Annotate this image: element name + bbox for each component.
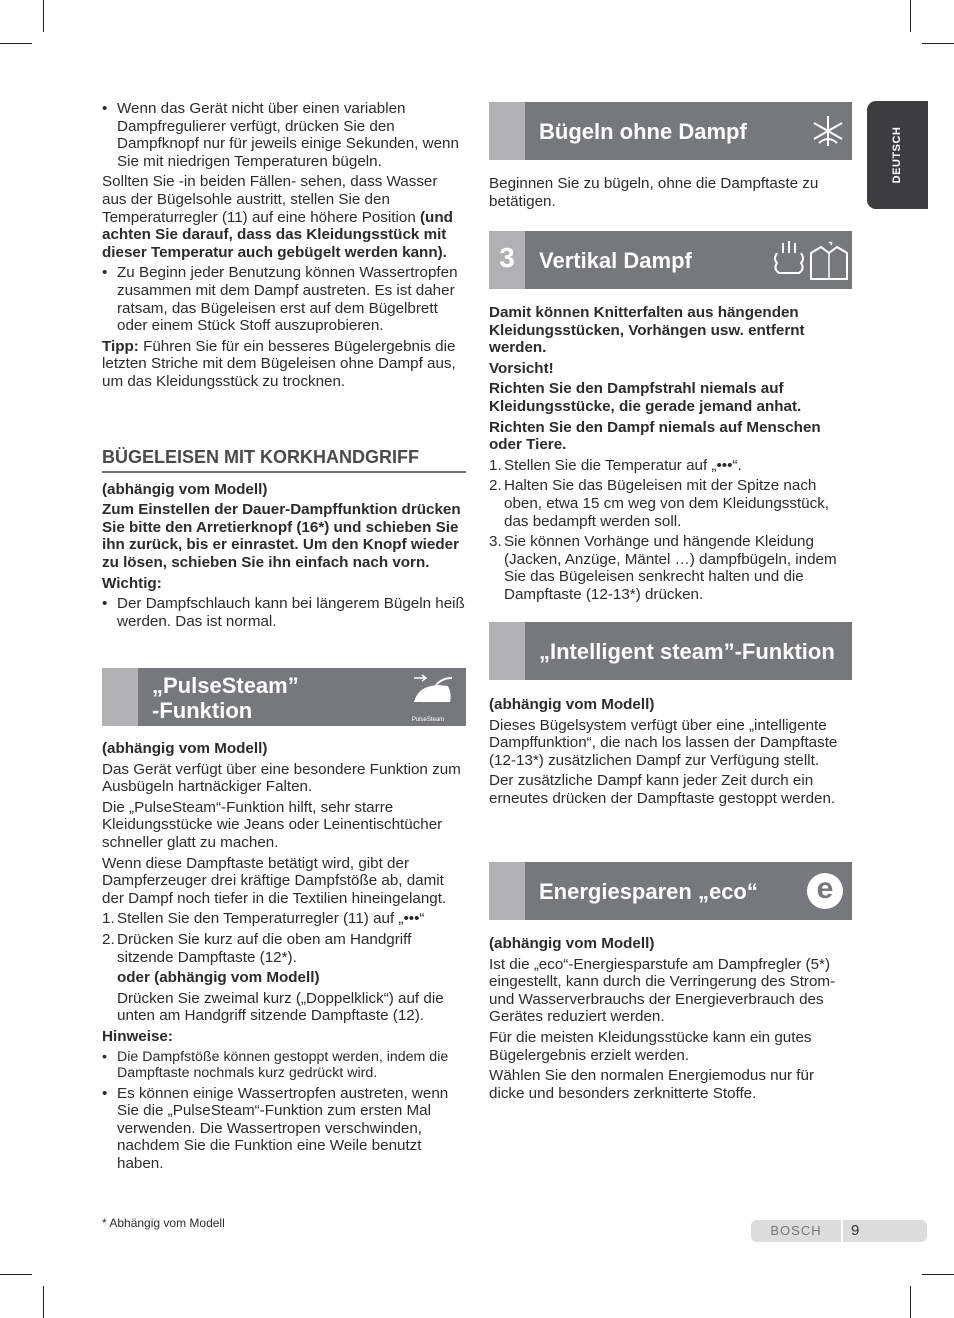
tip-paragraph: Tipp: Führen Sie für ein besseres Bügelergebnis die letzten Striche mit dem Bügeleisen ohne Dampf aus, um das Kleidungsstück zu trocknen. — [102, 337, 456, 390]
crop-mark — [910, 1286, 911, 1318]
pulsesteam-header — [102, 668, 466, 726]
left-column-top — [102, 100, 466, 394]
crop-mark — [43, 1286, 44, 1318]
intelligent-steam-header — [489, 622, 852, 680]
list-item: 3. Sie können Vorhänge und hängende Kleidung (Jacken, Anzüge, Mäntel …) dampfbügeln, indem Sie das Bügeleisen senkrecht halten und die Dampftaste (12-13*) drücken. — [489, 533, 837, 603]
paragraph: Für die meisten Kleidungsstücke kann ein gutes Bügelergebnis erzielt werden. — [489, 1028, 812, 1064]
paragraph: Richten Sie den Dampfstrahl niemals auf Kleidungsstücke, die gerade jemand anhat. — [489, 380, 802, 415]
paragraph: Zum Einstellen der Dauer-Dampffunktion drücken Sie bitte den Arretierknopf (16*) und schieben Sie ihn zurück, bis er einrastet. Um den Knopf wieder zu lösen, schieben Sie ihn einfach nach vorn. — [102, 501, 461, 571]
crop-mark — [43, 0, 44, 32]
paragraph: Dieses Bügelsystem verfügt über eine „intelligente Dampffunktion“, die nach los lassen der Dampftaste (12-13*) zusätzlichen Dampf zur Verfügung stellt. — [489, 716, 838, 769]
list-item: 1. Stellen Sie die Temperatur auf „•••“. — [489, 456, 742, 474]
vertical-steam-header — [489, 231, 852, 289]
list-item: • Wenn das Gerät nicht über einen variablen Dampfregulierer verfügt, drücken Sie den Dampfknopf nur für jeweils einige Sekunden, wenn Sie mit niedrigen Temperaturen bügeln. — [102, 100, 466, 170]
crop-mark — [922, 43, 954, 44]
crop-mark — [910, 0, 911, 32]
no-steam-icon — [811, 113, 845, 154]
no-steam-header — [489, 102, 852, 160]
paragraph: Drücken Sie zweimal kurz („Doppelklick“) auf die unten am Handgriff sitzende Dampftaste (12). — [117, 989, 444, 1025]
section-heading: BÜGELEISEN MIT KORKHANDGRIFF — [102, 449, 466, 473]
paragraph: Ist die „eco“-Energiesparstufe am Dampfregler (5*) eingestellt, kann durch die Verringerung des Strom- und Wasserverbrauchs der Energieverbrauch des Gerätes reduziert werden. — [489, 955, 836, 1026]
section-number: 3 — [499, 242, 515, 273]
page-number: 9 — [843, 1220, 927, 1242]
list-item: • Die Dampfstöße können gestoppt werden, indem die Dampftaste nochmals kurz gedrückt wird. — [102, 1049, 466, 1082]
list-item: • Zu Beginn jeder Benutzung können Wassertropfen zusammen mit dem Dampf austreten. Es ist daher ratsam, das Bügeleisen erst auf dem Bügelbrett oder einem Stück Stoff auszuprobieren. — [102, 264, 466, 334]
crop-mark — [0, 43, 32, 44]
label: Vorsicht! — [489, 359, 554, 377]
vertical-steam-section — [489, 304, 852, 607]
cork-handle-section — [102, 449, 466, 633]
paragraph: Der zusätzliche Dampf kann jeder Zeit durch ein erneutes drücken der Dampftaste gestoppt werden. — [489, 772, 836, 807]
page-footer — [751, 1220, 927, 1242]
paragraph: Sollten Sie -in beiden Fällen- sehen, dass Wasser aus der Bügelsohle austritt, stellen Sie den Temperaturregler (11) auf eine höhere Position (und achten Sie darauf, dass das Kleidungsstück mit dieser Temperatur auch gebügelt werden kann). — [102, 173, 453, 261]
brand-label: BOSCH — [751, 1220, 841, 1242]
pulsesteam-icon: PulseSteam — [408, 672, 458, 724]
section-title: Vertikal Dampf — [539, 248, 692, 273]
intelligent-steam-section — [489, 696, 852, 811]
list-item: 2. Drücken Sie kurz auf die oben am Handgriff sitzende Dampftaste (12*). — [102, 930, 412, 966]
model-note: (abhängig vom Modell) — [489, 935, 655, 952]
paragraph: Wenn diese Dampftaste betätigt wird, gibt der Dampferzeuger drei kräftige Dampfstöße ab, damit der Dampf noch tiefer in die Textilien hineingelangt. — [102, 854, 447, 907]
paragraph: Das Gerät verfügt über eine besondere Funktion zum Ausbügeln hartnäckiger Falten. — [102, 760, 461, 796]
section-title: „Intelligent steam”-Funktion — [539, 639, 835, 664]
model-note: (abhängig vom Modell) — [102, 480, 268, 498]
label: oder (abhängig vom Modell) — [117, 969, 320, 987]
label: Wichtig: — [102, 574, 162, 592]
paragraph: Beginnen Sie zu bügeln, ohne die Dampftaste zu betätigen. — [489, 175, 819, 210]
paragraph: Damit können Knitterfalten aus hängenden Kleidungsstücken, Vorhängen usw. entfernt werden. — [489, 304, 805, 357]
no-steam-section — [489, 175, 852, 213]
model-note: (abhängig vom Modell) — [102, 740, 268, 757]
language-tab-label: DEUTSCH — [891, 126, 903, 184]
section-title: „PulseSteam” -Funktion — [152, 673, 299, 723]
vertical-steam-icon — [771, 239, 849, 286]
list-item: • Der Dampfschlauch kann bei längerem Bügeln heiß werden. Das ist normal. — [102, 595, 466, 630]
section-title: Energiesparen „eco“ — [539, 879, 758, 904]
paragraph: Richten Sie den Dampf niemals auf Menschen oder Tiere. — [489, 418, 821, 454]
crop-mark — [0, 1274, 32, 1275]
pulsesteam-section — [102, 740, 466, 1175]
crop-mark — [922, 1274, 954, 1275]
list-item: • Es können einige Wassertropfen austreten, wenn Sie die „PulseSteam“-Funktion zum ersten Mal verwenden. Die Wassertropen verschwinden, nachdem Sie die Funktion eine Weile benutzt haben. — [102, 1085, 466, 1173]
list-item: 1. Stellen Sie den Temperaturregler (11) auf „•••“ — [102, 910, 425, 928]
paragraph: Wählen Sie den normalen Energiemodus nur für dicke und besonders zerknitterte Stoffe. — [489, 1067, 815, 1102]
section-title: Bügeln ohne Dampf — [539, 119, 747, 144]
language-tab — [867, 101, 928, 209]
footnote: * Abhängig vom Modell — [102, 1216, 225, 1230]
eco-icon: e — [807, 873, 843, 909]
model-note: (abhängig vom Modell) — [489, 696, 655, 713]
list-item: 2. Halten Sie das Bügeleisen mit der Spitze nach oben, etwa 15 cm weg von dem Kleidungsstück, das bedampft werden soll. — [489, 477, 830, 530]
paragraph: Die „PulseSteam“-Funktion hilft, sehr starre Kleidungsstücke wie Jeans oder Leinentischtücher schneller glatt zu machen. — [102, 798, 443, 851]
eco-header — [489, 862, 852, 920]
label: Hinweise: — [102, 1027, 173, 1045]
eco-section — [489, 935, 852, 1105]
